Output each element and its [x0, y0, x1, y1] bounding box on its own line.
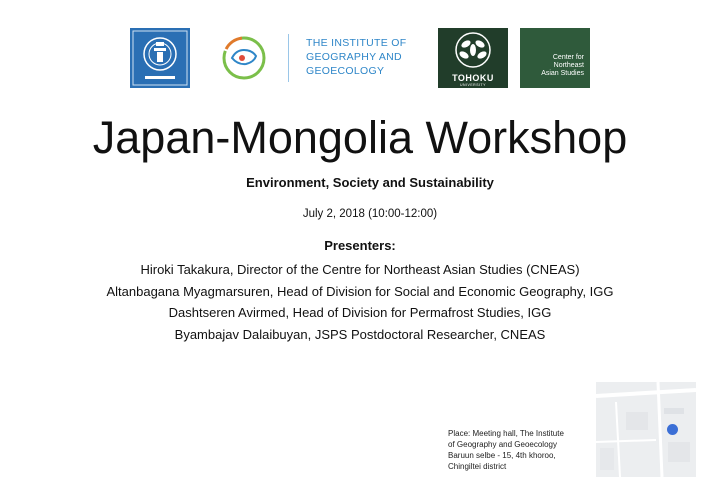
igg-logo-text — [306, 36, 416, 78]
presenter-item: Byambajav Dalaibuyan, JSPS Postdoctoral Researcher, CNEAS — [174, 326, 546, 342]
igg-logo — [218, 28, 408, 88]
tohoku-logo-subtext: UNIVERSITY — [459, 83, 486, 87]
presenter-item: Dashtseren Avirmed, Head of Division for Permafrost Studies, IGG — [168, 305, 552, 320]
cneas-logo-line: Northeast — [553, 62, 584, 69]
place-line: Place: Meeting hall, The Institute — [448, 429, 564, 438]
presenters-list — [0, 259, 720, 345]
map-pin-icon[interactable] — [667, 424, 678, 435]
cneas-logo-text — [524, 54, 584, 78]
presenter-item: Hiroki Takakura, Director of the Centre for Northeast Asian Studies (CNEAS) — [140, 262, 580, 277]
university-seal-icon — [130, 28, 190, 88]
cneas-logo — [520, 28, 590, 88]
place-line: of Geography and Geoecology — [448, 440, 557, 449]
map-image — [596, 382, 696, 477]
presenter-item: Altanbagana Myagmarsuren, Head of Division for Social and Economic Geography, IGG — [106, 283, 614, 299]
msu-logo — [130, 28, 190, 88]
tohoku-leaf-emblem-icon — [438, 28, 508, 72]
tohoku-logo — [438, 28, 508, 88]
cneas-logo-line: Asian Studies — [541, 70, 584, 77]
page-title: Japan-Mongolia Workshop — [92, 112, 628, 163]
igg-logo-line: THE INSTITUTE OF — [306, 37, 407, 49]
igg-logo-line: GEOECOLOGY — [306, 65, 385, 77]
location-map[interactable] — [596, 382, 696, 477]
cneas-logo-line: Center for — [552, 54, 584, 61]
mongolia-map-logo-icon — [218, 28, 280, 88]
igg-logo-separator — [288, 34, 289, 82]
place-line: Chingiltei district — [448, 462, 507, 471]
event-place — [448, 428, 598, 472]
place-line: Baruun selbe - 15, 4th khoroo, — [448, 451, 556, 460]
tohoku-logo-text: TOHOKU — [452, 73, 494, 83]
page-subtitle: Environment, Society and Sustainability — [246, 175, 494, 190]
igg-logo-line: GEOGRAPHY AND — [306, 51, 402, 63]
event-date: July 2, 2018 (10:00-12:00) — [302, 208, 438, 220]
presenters-heading: Presenters: — [324, 238, 396, 253]
